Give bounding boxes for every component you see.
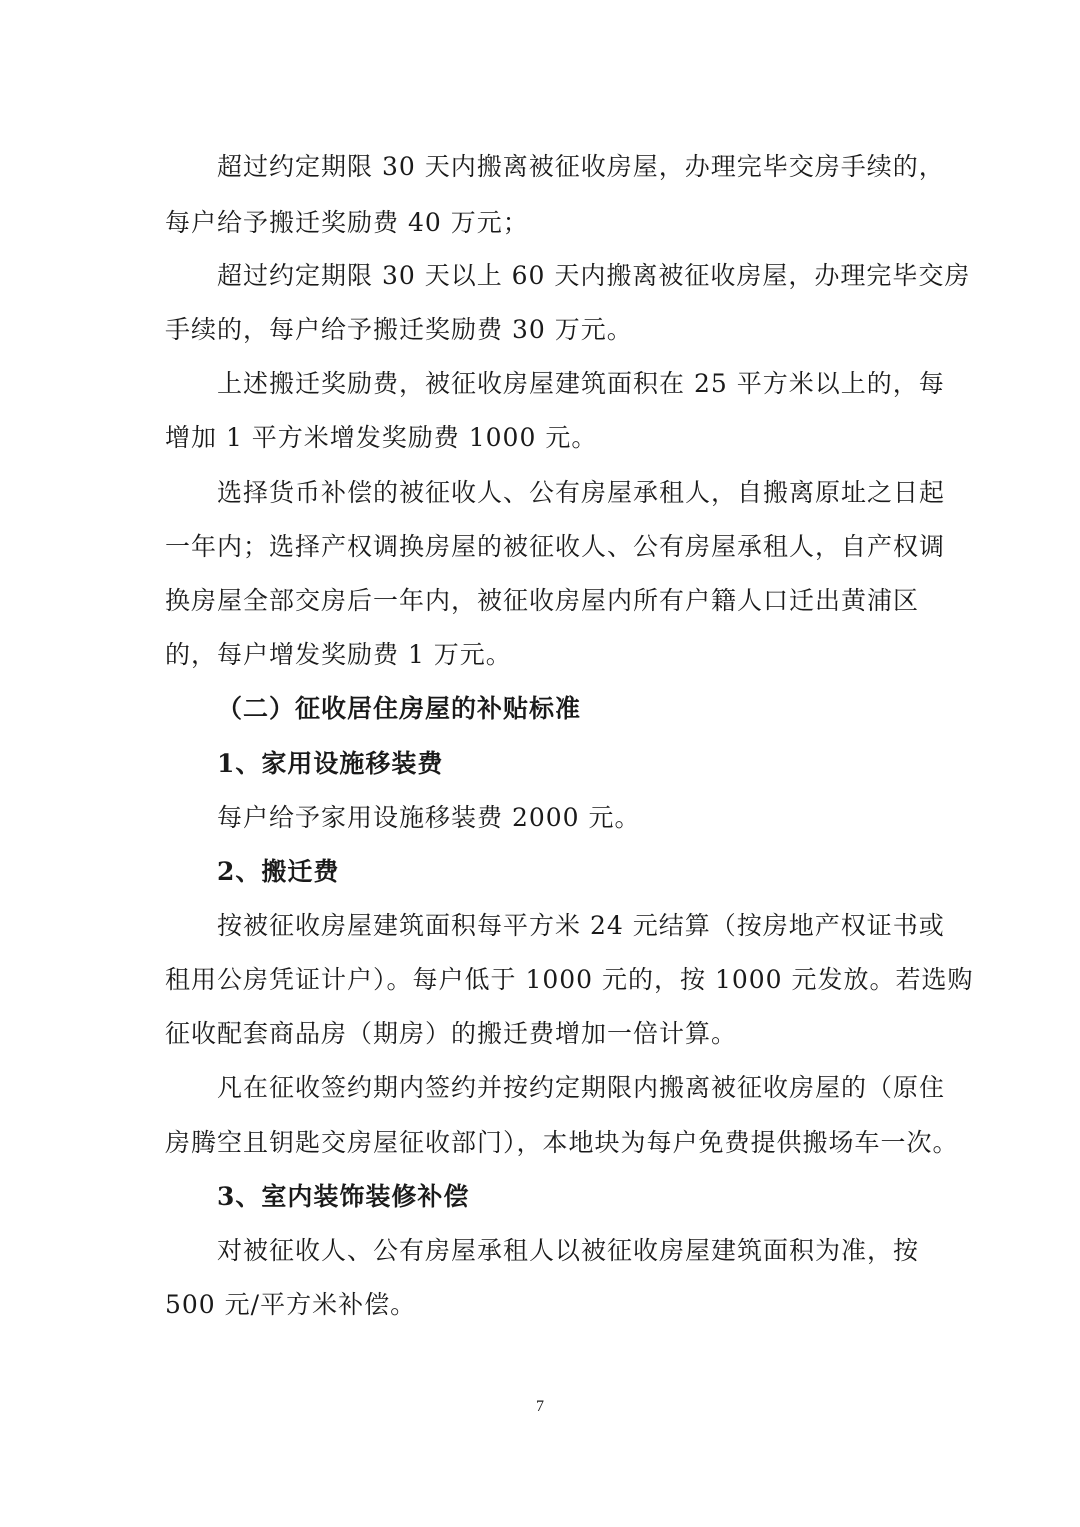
- paragraph-line: 租用公房凭证计户）。每户低于 1000 元的，按 1000 元发放。若选购: [165, 965, 974, 994]
- paragraph-line: 超过约定期限 30 天以上 60 天内搬离被征收房屋，办理完毕交房: [217, 261, 971, 290]
- paragraph-line: 征收配套商品房（期房）的搬迁费增加一倍计算。: [165, 1019, 738, 1048]
- paragraph-line: 超过约定期限 30 天内搬离被征收房屋，办理完毕交房手续的，: [217, 152, 945, 181]
- paragraph-line: 按被征收房屋建筑面积每平方米 24 元结算（按房地产权证书或: [217, 911, 945, 940]
- paragraph-line: 上述搬迁奖励费，被征收房屋建筑面积在 25 平方米以上的，每: [217, 369, 945, 398]
- subsection-heading: 3、室内装饰装修补偿: [217, 1182, 470, 1211]
- paragraph-line: 500 元/平方米补偿。: [165, 1290, 417, 1319]
- paragraph-line: 房腾空且钥匙交房屋征收部门），本地块为每户免费提供搬场车一次。: [165, 1128, 959, 1157]
- paragraph-line: 每户给予家用设施移装费 2000 元。: [217, 803, 641, 832]
- paragraph-line: 的，每户增发奖励费 1 万元。: [165, 640, 512, 669]
- paragraph-line: 增加 1 平方米增发奖励费 1000 元。: [165, 423, 598, 452]
- subsection-heading: 2、搬迁费: [217, 857, 340, 886]
- paragraph-line: 一年内；选择产权调换房屋的被征收人、公有房屋承租人，自产权调: [165, 532, 946, 561]
- paragraph-line: 凡在征收签约期内签约并按约定期限内搬离被征收房屋的（原住: [217, 1073, 946, 1102]
- paragraph-line: 换房屋全部交房后一年内，被征收房屋内所有户籍人口迁出黄浦区: [165, 586, 920, 615]
- subsection-heading: 1、家用设施移装费: [217, 749, 444, 778]
- paragraph-line: 每户给予搬迁奖励费 40 万元；: [165, 208, 529, 237]
- paragraph-line: 对被征收人、公有房屋承租人以被征收房屋建筑面积为准，按: [217, 1236, 920, 1265]
- section-heading: （二）征收居住房屋的补贴标准: [217, 694, 582, 723]
- paragraph-line: 手续的，每户给予搬迁奖励费 30 万元。: [165, 315, 633, 344]
- page-number: 7: [536, 1398, 544, 1415]
- paragraph-line: 选择货币补偿的被征收人、公有房屋承租人，自搬离原址之日起: [217, 478, 946, 507]
